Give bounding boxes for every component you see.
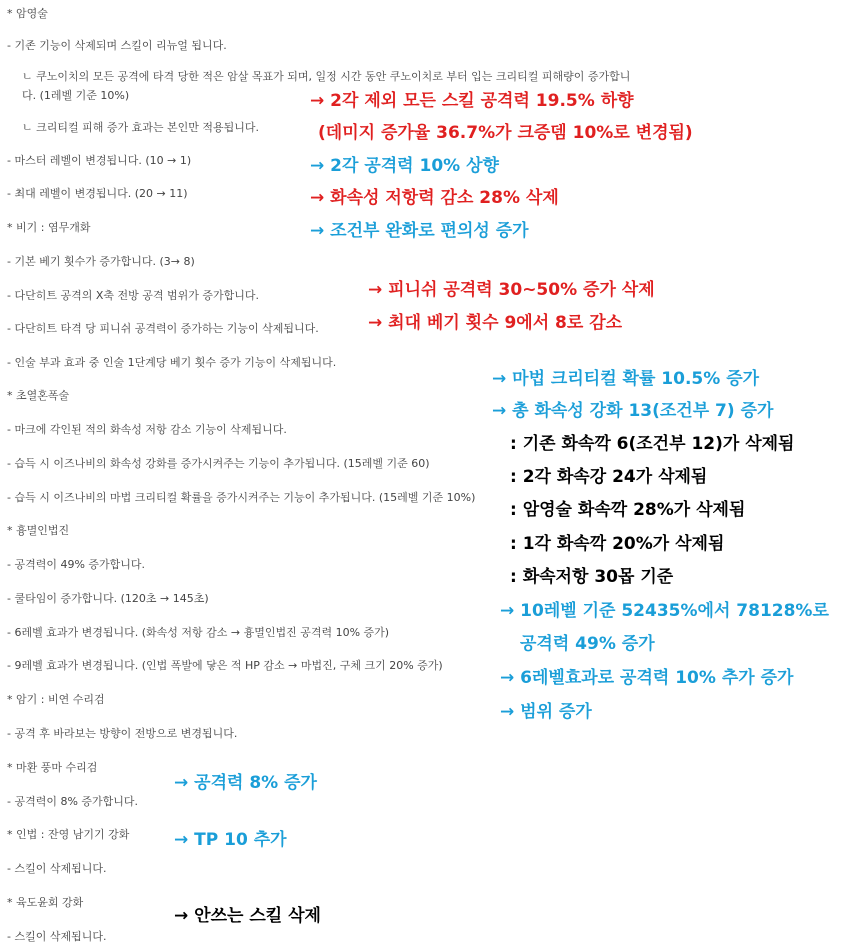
changelog-subline: 다. (1레벨 기준 10%) [22, 89, 130, 102]
changelog-line: - 다단히트 타격 당 피니쉬 공격력이 증가하는 기능이 삭제됩니다. [7, 322, 319, 335]
section-header-mahwan-pungma-surigeom: * 마환 풍마 수리검 [7, 761, 98, 774]
annotation-note: → 2각 공격력 10% 상향 [310, 156, 499, 176]
annotation-note: → 공격력 8% 증가 [174, 773, 317, 793]
changelog-line: - 공격력이 8% 증가합니다. [7, 795, 139, 808]
annotation-note: : 화속저항 30몹 기준 [510, 567, 674, 587]
annotation-note: → 10레벨 기준 52435%에서 78128%로 [500, 601, 829, 621]
annotation-note: → 6레벨효과로 공격력 10% 추가 증가 [500, 668, 794, 688]
annotation-note: → 안쓰는 스킬 삭제 [174, 906, 321, 926]
changelog-line: - 인술 부과 효과 중 인술 1단계당 베기 횟수 증가 기능이 삭제됩니다. [7, 356, 337, 369]
changelog-line: - 기본 베기 횟수가 증가합니다. (3→ 8) [7, 255, 195, 268]
annotation-note: → 2각 제외 모든 스킬 공격력 19.5% 하향 [310, 91, 634, 111]
annotation-note: → 최대 베기 횟수 9에서 8로 감소 [368, 313, 623, 333]
section-header-janyeong: * 인법 : 잔영 남기기 강화 [7, 828, 130, 841]
annotation-note: : 1각 화속깍 20%가 삭제됨 [510, 534, 725, 554]
section-header-yukdoyunhoe: * 육도윤회 강화 [7, 896, 84, 909]
changelog-line: - 최대 레벨이 변경됩니다. (20 → 11) [7, 187, 188, 200]
changelog-line: - 쿨타임이 증가합니다. (120초 → 145초) [7, 592, 209, 605]
section-header-biyeon-surigeom: * 암기 : 비연 수리검 [7, 693, 105, 706]
changelog-line: - 공격력이 49% 증가합니다. [7, 558, 146, 571]
annotation-note: → 마법 크리티컬 확률 10.5% 증가 [492, 369, 760, 389]
annotation-note: → 피니쉬 공격력 30~50% 증가 삭제 [368, 280, 655, 300]
changelog-subline: ㄴ 쿠노이치의 모든 공격에 타격 당한 적은 암살 목표가 되며, 일정 시간 동안 쿠노이치로 부터 입는 크리티컬 피해량이 증가합니 [22, 70, 631, 83]
changelog-line: - 기존 기능이 삭제되며 스킬이 리뉴얼 됩니다. [7, 39, 227, 52]
changelog-line: - 9레벨 효과가 변경됩니다. (인법 폭발에 닿은 적 HP 감소 → 마법진, 구체 크기 20% 증가) [7, 659, 443, 672]
annotation-note: → TP 10 추가 [174, 830, 287, 850]
annotation-note: → 범위 증가 [500, 702, 592, 722]
section-header-choyeolhonpoksul: * 초열혼폭술 [7, 389, 70, 402]
annotation-note: (데미지 증가율 36.7%가 크증뎀 10%로 변경됨) [318, 123, 693, 143]
changelog-line: - 습득 시 이즈나비의 화속성 강화를 증가시켜주는 기능이 추가됩니다. (15레벨 기준 60) [7, 457, 430, 470]
changelog-line: - 공격 후 바라보는 방향이 전방으로 변경됩니다. [7, 727, 238, 740]
annotation-note: : 2각 화속강 24가 삭제됨 [510, 467, 708, 487]
annotation-note: : 암영술 화속깍 28%가 삭제됨 [510, 500, 746, 520]
annotation-note: : 기존 화속깍 6(조건부 12)가 삭제됨 [510, 434, 795, 454]
annotation-note: 공격력 49% 증가 [520, 634, 655, 654]
annotation-note: → 총 화속성 강화 13(조건부 7) 증가 [492, 401, 774, 421]
changelog-line: - 스킬이 삭제됩니다. [7, 862, 107, 875]
changelog-line: - 습득 시 이즈나비의 마법 크리티컬 확률을 증가시켜주는 기능이 추가됩니다. (15레벨 기준 10%) [7, 491, 476, 504]
changelog-line: - 스킬이 삭제됩니다. [7, 930, 107, 943]
section-header-hyungmyeolinbeopjin: * 흉멸인법진 [7, 524, 70, 537]
changelog-line: - 마크에 각인된 적의 화속성 저항 감소 기능이 삭제됩니다. [7, 423, 287, 436]
annotation-note: → 조건부 완화로 편의성 증가 [310, 221, 529, 241]
section-header-amyeongsul: * 암영술 [7, 7, 48, 20]
changelog-line: - 다단히트 공격의 X축 전방 공격 범위가 증가합니다. [7, 289, 259, 302]
changelog-line: - 마스터 레벨이 변경됩니다. (10 → 1) [7, 154, 192, 167]
section-header-yeommugaehwa: * 비기 : 염무개화 [7, 221, 91, 234]
annotation-note: → 화속성 저항력 감소 28% 삭제 [310, 188, 559, 208]
changelog-line: - 6레벨 효과가 변경됩니다. (화속성 저항 감소 → 흉멸인법진 공격력 10% 증가) [7, 626, 390, 639]
changelog-subline: ㄴ 크리티컬 피해 증가 효과는 본인만 적용됩니다. [22, 121, 259, 134]
